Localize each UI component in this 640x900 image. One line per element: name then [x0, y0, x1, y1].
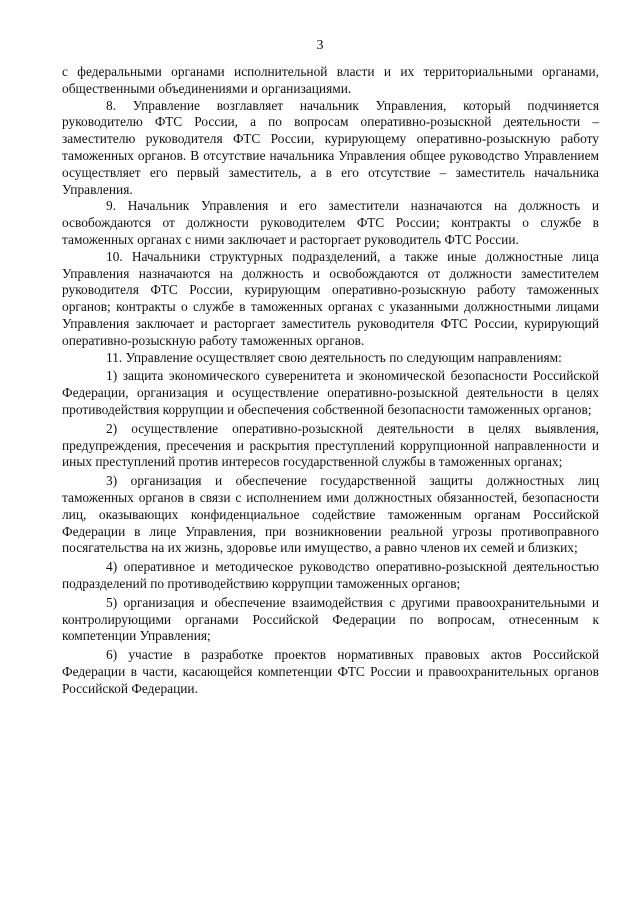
document-body	[62, 64, 599, 697]
list-item-4: 4) оперативное и методическое руководство оперативно-розыскной деятельностью подразделений по противодействию коррупции таможенных органов;	[62, 559, 599, 591]
list-item-5: 5) организация и обеспечение взаимодействия с другими правоохранительными и контролирующими органами Российской Федерации по вопросам, отнесенным к компетенции Управления;	[62, 594, 599, 644]
list-item-6: 6) участие в разработке проектов нормативных правовых актов Российской Федерации в части, касающейся компетенции ФТС России и правоохранительных органов Российской Федерации.	[62, 647, 599, 696]
paragraph-10: 10. Начальники структурных подразделений, а также иные должностные лица Управления назначаются на должность и освобождаются от должности заместителем руководителя ФТС России, курирующим оперативно-розыскную работу таможенных органов; контракты о службе в таможенных органах с указанными должностными лицами Управления заключает и расторгает заместитель руководителя ФТС России, курирующий оперативно-розыскную работу таможенных органов.	[62, 248, 599, 348]
paragraph-11: 11. Управление осуществляет свою деятельность по следующим направлениям:	[106, 349, 562, 365]
page-number: 3	[316, 38, 324, 53]
list-item-2: 2) осуществление оперативно-розыскной деятельности в целях выявления, предупреждения, пресечения и раскрытия преступлений коррупционной направленности и иных преступлений против интересов государственной службы в таможенных органах;	[62, 420, 599, 470]
paragraph-continuation: с федеральными органами исполнительной власти и их территориальными органами, общественными объединениями и организациями.	[62, 64, 599, 96]
list-item-1: 1) защита экономического суверенитета и экономической безопасности Российской Федерации, организация и осуществление оперативно-розыскной деятельности в целях противодействия коррупции и обеспечения собственной безопасности таможенных органов;	[62, 368, 599, 417]
list-item-3: 3) организация и обеспечение государственной защиты должностных лиц таможенных органов в связи с исполнением ими должностных обязанностей, безопасности лиц, оказывающих конфиденциальное содействие таможенным органам Российской Федерации в лице Управления, при возникновении реальной угрозы противоправного посягательства на их жизнь, здоровье или имущество, а равно членов их семей и близких;	[62, 473, 599, 556]
paragraph-8: 8. Управление возглавляет начальник Управления, который подчиняется руководителю ФТС России, а по вопросам оперативно-розыскной деятельности – заместителю руководителя ФТС России, курирующему оперативно-розыскную работу таможенных органов. В отсутствие начальника Управления общее руководство Управлением осуществляет его первый заместитель, а в его отсутствие – заместитель начальника Управления.	[62, 97, 599, 197]
paragraph-9: 9. Начальник Управления и его заместители назначаются на должность и освобождаются от должности руководителем ФТС России; контракты о службе в таможенных органах с ними заключает и расторгает руководитель ФТС России.	[62, 198, 599, 247]
